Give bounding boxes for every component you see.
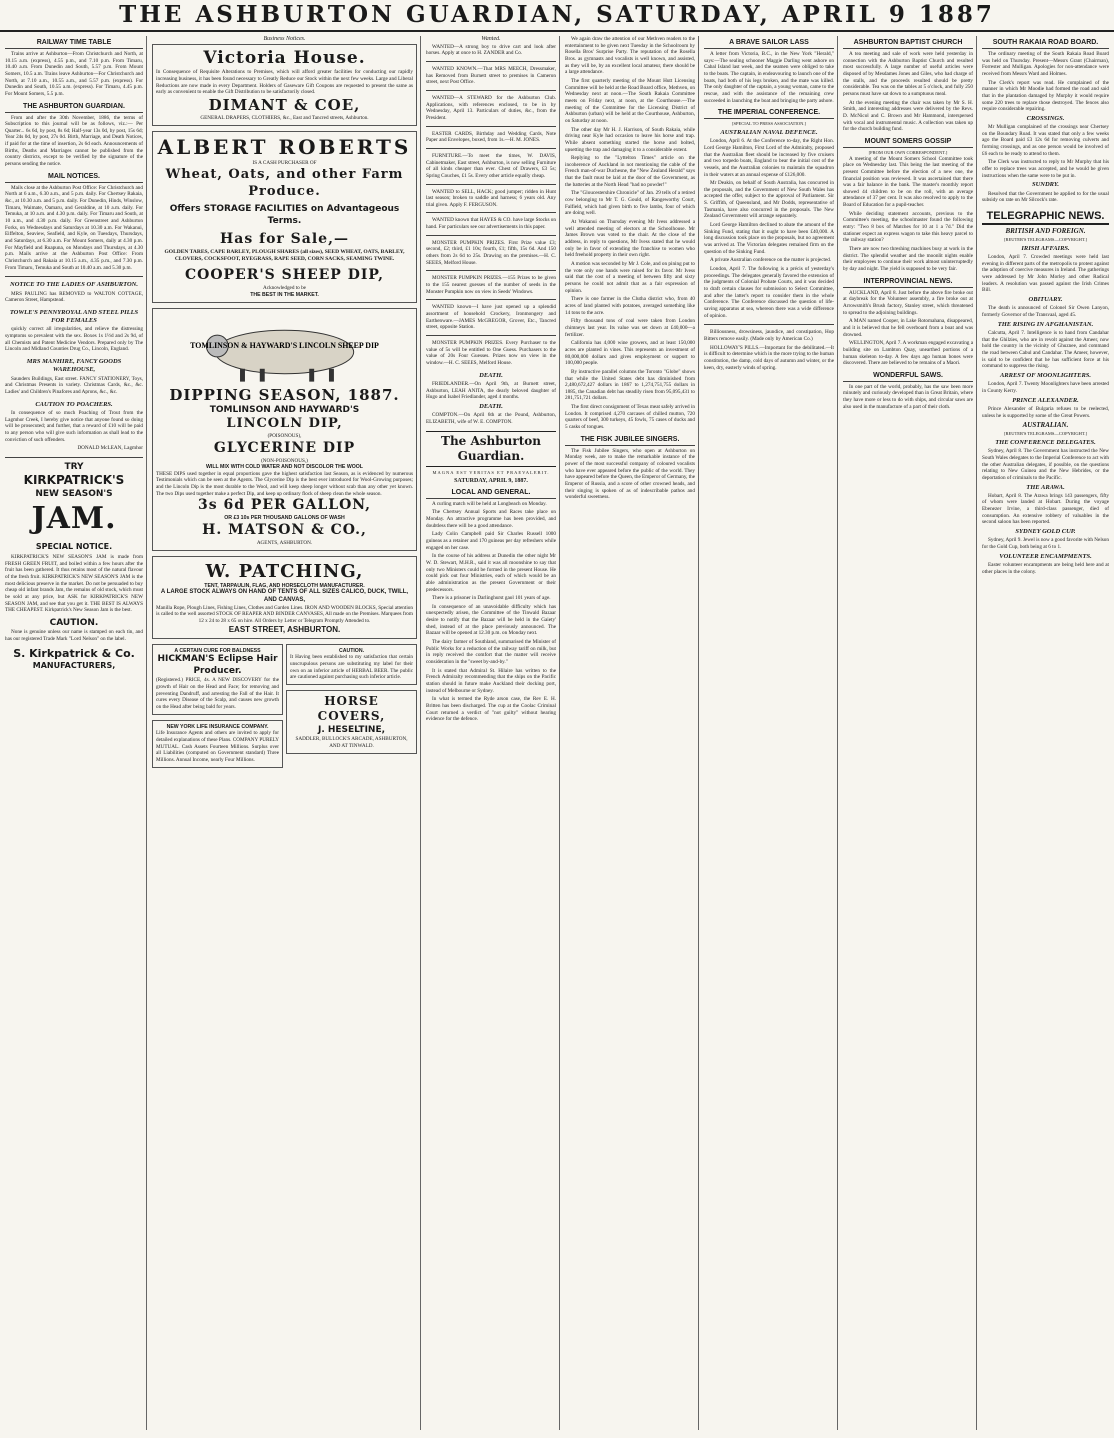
newspaper-title: THE ASHBURTON GUARDIAN, SATURDAY, APRIL 9 1887 xyxy=(119,1,995,29)
notice-ladies: NOTICE TO THE LADIES OF ASHBURTON. MRS PAULING has REMOVED to WALTON COTTAGE, Cameron Street, Hampstead. xyxy=(5,281,143,304)
dateline: SATURDAY, APRIL 9, 1887. xyxy=(454,478,528,485)
small-ads: Billiousness, drowsiness, jaundice, and constipation, Hop Bitters remove easily. (Made only by American Co.) HOLLOWAY'S PILLS.—Important for the debilitated.—It is difficult to determine which in the more trying to the human constitution, the damp, cold days of autumn and winter, or the keen, dry, easterly winds of spring. xyxy=(704,329,834,371)
albert-roberts-ad: ALBERT ROBERTS IS A CASH PURCHASER OF Wheat, Oats, and other Farm Produce. Offers STORAGE FACILITIES on Advantageous Terms. Has for Sale,— GOLDEN TARES, CAPE BARLEY, PLOUGH SHARES (all sizes), SEED WHEAT, OATS, BARLEY, CLOVERS, COCKSFOOT, RYEGRASS, RAPE SEED, CORN SACKS, SEAMING TWINE. COOPER'S SHEEP DIP, Acknowledged to be THE BEST IN THE MARKET. xyxy=(152,131,417,303)
column-4 xyxy=(562,36,699,1430)
masthead xyxy=(0,0,1114,32)
guardian-terms: THE ASHBURTON GUARDIAN. From and after the 30th November, 1886, the terms of Subscription to this journal will be as follows, viz.:— Per Quarter... 6s 6d, by post, 8s 6d; Half-year 13s 0d, by post, 15s 6d; Year 24s 0d, by post, 27s 0d. Birth, Marriage, and Death Notices, if paid for at the time of insertion, 2s 6d each. Announcements of Births, Deaths and Marriages cannot be published from the country districts, except to be verified by the signature of the persons sending the notice. xyxy=(5,102,143,168)
death-notices: DEATH. FRIEDLANDER.—On April 9th, at Burnett street, Ashburton, LEAH ANITA, the dearly beloved daughter of Hugo and Isabel Friedlander, aged 4 months. DEATH. COMPTON.—On April 6th at the Pound, Ashburton, ELIZABETH, wife of W. E. COMPTON. xyxy=(426,371,556,425)
local-continued: We again draw the attention of our Methven readers to the entertainment to be given next Tuesday in the Schoolroom by Rosella Bros' Surprise Party. The reputation of the Rosella Bros. as gymnasts and vocalists is well known, and assisted, as they will be, by an excellent local amateur, there should be a large attendance. The first quarterly meeting of the Mount Hutt Licensing Committee will be held at the Road Board office, Methven, on Wednesday next at noon.—The South Rakaia Committee meets on Friday next, at noon, at the Courthouse.—The meeting of the Committee for the Licensing District of Ashburton (urban) will be held at the Courthouse, Ashburton, on Saturday at noon. The other day Mr H. J. Harrison, of South Rakaia, while driving near Kyle had occasion to leave his horse and trap. While absent something started the horse and bolted, upsetting the trap and damaging it to a considerable extent. Replying to the "Lyttelton Times" article on the incoherence of Auckland in not mentioning the cable of the French man-of-war Duchesne, the "New Zealand Herald" says that the fault must be laid at the door of the Government, as the batteries at the North Head "had no powder!" The "Gloucestershire Chronicle" of Jan. 29 tells of a retired cow belonging to Mr T. G. Gould, of Rangeworthy Court, Falfield, which had given birth to five lambs, four of which are doing well. At Wakanui on Thursday evening Mr Ivess addressed a well attended meeting of electors at the Schoolhouse. Mr James Brown was voted to the chair. At the close of the address, in reply to questions, Mr Ivess stated that he would only be in favor of extending the franchise to women who held freehold property in their own right. A motion was seconded by Mr J. Cole, and on pining put to the vote only one hands were raised for its favor. Mr Ivess said that the cost of a meeting of between fifty and sixty persons he could not admit that as a fair expression of opinion. There is one farmer in the Clutha district who, from 40 acres of land planted with potatoes, averaged something like 14 tons to the acre. Fifty thousand tons of coal were taken from London chimneys last year. Its value was set down at £40,000—a fertilizer. California has 4,000 wine growers, and at least 150,000 acres are planted in vines. This represents an investment of 80,000,000 dollars and gives employment or support to 100,000 people. By instructive parallel columns the Toronto "Globe" shows that while the United States debt has diminished from 2,480,672,427 dollars in 1867 to 1,274,751,755 dollars in 1885, the Canadian debt has steadily risen from 95,095,431 to 281,751,721 dollars. The first direct consignment of Texas meat safely arrived in London. It comprised 4,270 carcases of chilled mutton, 720 quarters of beef, 300 turkeys, 45 fowls, 75 cases of ducks and 5 casks of tongues. xyxy=(565,36,695,431)
interprovincial-news: INTERPROVINCIAL NEWS. AUCKLAND, April 8. Just before the above fire broke out at daybreak for the Volunteer assembly, a fire broke out at Arrowsmith's Brush factory, Stanley street, which threatened to spread to the adjoining buildings. A MAN named Cooper, in Lake Rotomahana, disappeared, and it is believed that he fell overboard from a boat and was drowned. WELLINGTON, April 7. A workman engaged excavating a building site on Lambton Quay, unearthed portions of a human skeleton to-day. A few days ago human bones were discovered. There are believed to be remains of a Maori. xyxy=(843,277,973,367)
kirkpatrick-jam-ad: TRY KIRKPATRICK'S NEW SEASON'S JAM. SPECIAL NOTICE. KIRKPATRICK'S NEW SEASON'S JAM is made from FRESH GREEN FRUIT, and boiled within a few hours after the fruit has been gathered. It thus retains most of the natural flavour of the fresh fruit. KIRKPATRICK'S NEW SEASON'S JAM is the most delicious preserve in the market. Do not be persuaded to buy cheap old infant brands Jam, the remains of old stock, which must be sold at any price, but ASK for KIRKPATRICK'S NEW SEASON JAM, and see that you get it. THE BEST IS ALWAYS THE CHEAPEST. Kirkpatrick's New Season Jam is the best. CAUTION. None is genuine unless our name is stamped on each tin, and has our registered Trade Mark "Lord Nelson" on the label. S. Kirkpatrick & Co. MANUFACTURERS, xyxy=(5,461,143,670)
column-1 xyxy=(2,36,147,1430)
sheep-dip-ad: TOMLINSON & HAYWARD'S LINCOLN SHEEP DIP DIPPING SEASON, 1887. TOMLINSON AND HAYWARD'S LINCOLN DIP, (POISONOUS), GLYCERINE DIP (NON-POISONOUS,) WILL MIX WITH COLD WATER AND NOT DISCOLOR THE WOOL THESE DIPS used together in equal proportions gave the highest satisfaction last Season, as is evidenced by numerous Testimonials which can be seen at the Agents. The Glycerine Dip is the best ever introduced for Wool-Growing purposes; and the Lincoln Dip is the most durable to the Wool, and will keep sheep longer without scab than any other yet known. The two Dips used together make a perfect Dip, and keep up ordinary flock of sheep clean the whole season. 3s 6d PER GALLON, OR £3 10s PER THOUSAND GALLONS OF WASH H. MATSON & CO., AGENTS, ASHBURTON. xyxy=(152,308,417,551)
railway-timetable: RAILWAY TIME TABLE Trains arrive at Ashburton—From Christchurch and North, at 10.15 a.m. (express), 4.55 p.m., and 7.10 p.m. From Timaru, 10.40 a.m. From Dunedin and South, 5.57 p.m. From Mount Somers, 10.5 a.m. Trains leave Ashburton—For Christchurch and North, at 7.10 a.m., 10.55 a.m., and 5.57 p.m. (express). For Dunedin and South, 10.55 a.m. (express). For Timaru, 4.45 p.m. For Mount Somers, 5.5 p.m. xyxy=(5,39,143,97)
south-rakaia-road-board: SOUTH RAKAIA ROAD BOARD. The ordinary meeting of the South Rakaia Road Board was held on Thursday. Present—Messrs Grant (Chairman), Forrester and Mulligan. Apologies for non-attendance were received from Messrs Ward and Holmes. The Clerk's report was read. He complained of the manner in which Mr Moodie had formed the road and said that in the plantation damaged by Murphy it would require some 220 trees to replace those destroyed. The fences also require considerable repairing. CROSSINGS. Mr Mulligan complained of the crossings near Chertsey on the Boundary Road. It was stated that only a few weeks ago the Board paid £3 12s 6d for removing culverts and forming crossings, and as one person would be involved of £6 each to be ready to attend to them. The Clerk was instructed to reply to Mr Murphy that his offer to replace trees was accepted, and he would be given instructions when the same were to be put in. SUNDRY. Resolved that the Government be applied to for the usual subsidy on rate on Mr Silcock's rate. xyxy=(982,39,1109,204)
patching-ad: W. PATCHING, TENT, TARPAULIN, FLAG, AND HORSECLOTH MANUFACTURER. A LARGE STOCK ALWAYS ON HAND OF TENTS OF ALL SIZES CALICO, DUCK, TWILL, AND CANVAS, Manilla Rope, Plough Lines, Fishing Lines, Clothes and Garden Lines. IRON AND WOODEN BLOCKS, Special attention is called to the well assorted STOCK OF REAPER AND BINDER CANVASES, All made on the Premises. Marquees from 12 x 24 to 28 x 65 on hire. All Orders by Letter or Telegram Promptly Attended to. EAST STREET, ASHBURTON. xyxy=(152,556,417,639)
guardian-nameplate: The Ashburton Guardian. xyxy=(426,431,556,468)
column-7 xyxy=(979,36,1112,1430)
poachers-notice: CAUTION TO POACHERS. In consequence of so much Poaching of Trout from the Lagmhor Creek, I hereby give notice that anyone found so doing will be prosecuted; and further, that a reward of £10 will be paid to any person who will give such information as shall lead to the conviction of such offenders. DONALD McLEAN, Lagmhor xyxy=(5,400,143,452)
column-5 xyxy=(701,36,838,1430)
sheep-label: TOMLINSON & HAYWARD'S LINCOLN SHEEP DIP xyxy=(190,340,379,350)
manhire-ad: MRS MANHIRE, FANCY GOODS WAREHOUSE, Saunders Buildings, East street. FANCY STATIONERY, Toys, and Christmas Presents in variety. Christmas Cards, &c., &c. Ladies' and Children's Pinafores and Aprons, &c., &c. xyxy=(5,358,143,396)
column-3: Wanted. WANTED—A strong boy to drive cart and look after horses. Apply at once to H. ZANDER and Co. WANTED KNOWN.—That MRS MEECH, Dressmaker, has Removed from Burnett street to premises in Cameron street, next Post Office. WANTED—A STEWARD for the Ashburton Club. Applications, with references enclosed, to be in by Wednesday, April 13. Particulars of duties, &c., from the President. EASTER CARDS, Birthday and Wedding Cards, Note Paper and Envelopes, boxed, from 1s.—H. M. JONES. FURNITURE.—To meet the times, W. DAVIS, Cabinetmaker, East street, Ashburton, is now selling Furniture of all kinds cheaper than ever. Chest of Drawers, £3 5s; Spring Couches, £1 5s. Every other article equally cheap. WANTED to SELL, HACK; good jumper; ridden in Hunt last season; broken to saddle and harness; 6 years old. Any trial given. Apply F. FERGUSON. WANTED known that HAYES & CO. have large Stocks on hand. For particulars see our advertisements in this paper. MONSTER PUMPKIN PRIZES. First Prize value £3; second, £2; third, £1 10s; fourth, £1; fifth, 15s 6d. And 150 others from 2s 6d to 25s. Drawing on the premises.—H. C. SEEES, Melford House. MONSTER PUMPKIN PRIZES.—155 Prizes to be given to the 155 nearest guesses of the number of seeds in the Monster Pumpkin now on view in Seeds' Windows. WANTED known—I have just opened up a splendid assortment of household Crockery, Ironmongery and Earthenware.—JAMES McGREGOR, Grover, Etc., Tancred street, opposite Station. MONSTER PUMPKIN PRIZES. Every Purchaser to the value of 5s will be entitled to One Guess. Purchasers to the value of 20s Four Guesses. Prizes now on view in the window.—H. C. SEEES, Melford House. DEATH. FRIEDLANDER.—On April 9th, at Burnett street, Ashburton, LEAH ANITA, the dearly beloved daughter of Hugo and Isabel Friedlander, aged 4 months. DEATH. COMPTON.—On April 6th at the Pound, Ashburton, ELIZABETH, wife of W. E. COMPTON. The Ashburton Guardian. MAGNA EST VERITAS ET PRAEVALEBIT. SATURDAY, APRIL 9, 1887. LOCAL AND GENERAL. A curling match will be held at Longbeach on Monday. The Chertsey Annual Sports and Races take place on Monday. An attractive programme has been provided, and doubtless there will be a good attendance. Lady Colin Campbell paid Sir Charles Russell 1000 guineas as a retainer and 170 guineas per day refreshers while engaged on her case. In the course of his address at Dunedin the other night Mr W. D. Stewart, M.H.R., said it was all moonshine to say that only two Ministers could be formed in the present House. He could pick out four Ministries, each of which would be an able administration as the present Government or their predecessors. There is a prisoner in Darlinghurst gaol 101 years of age. In consequence of an unavoidable difficulty which has unexpectedly arisen, the Committee of the Tinwald Bazaar desire to notify that the Bazaar will be held in the Gaiety' shed, instead of at the place previously announced. The Bazaar will be opened at 12.30 p.m. on Monday next. The dairy farmer of Southland, summarised the Minister of Public Works for a reduction of the railway tariff on milk, but in reply received the comfort that the matter will receive consideration in the "sweet by-and-by." It is stated that Admiral St. Hilaire has written to the French Admiralty recommending that the ships on the Pacific station should in future make Auckland their docking port, instead of Melbourne or Sydney. In what is termed the Ryde arson case, the Rev E. H. Britten has been discharged. The cup at the Coolac Criminal Court returned a verdict of "not guilty" without hearing evidence for the defence. xyxy=(423,36,560,1430)
telegraphic-news: TELEGRAPHIC NEWS. BRITISH AND FOREIGN. [REUTER'S TELEGRAMS—COPYRIGHT.] IRISH AFFAIRS. London, April 7. Crowded meetings were held last evening in different parts of the metropolis to protest against the adoption of coercive measures in Ireland. The gatherings were addressed by Mr John Morley and other Radical leaders. A resolution was passed against the Irish Crimes Bill. OBITUARY. The death is announced of Colonel Sir Owen Lanyon, formerly Governor of the Transvaal, aged 45. THE RISING IN AFGHANISTAN. Calcutta, April 7. Intelligence is to hand from Candahar that the Ghilzies, who are in revolt against the Ameer, now hold the country in the vicinity of Ghuznee, and command the road between Cabul and Candahar. The Ameer, however, is said to be confident that he has sufficient force at his command to suppress the rising. ARREST OF MOONLIGHTERS. London, April 7. Twenty Moonlighters have been arrested in County Kerry. PRINCE ALEXANDER. Prince Alexander of Bulgaria refuses to be reelected, unless he is supported by some of the Great Powers. AUSTRALIAN. [REUTER'S TELEGRAMS—COPYRIGHT.] THE CONFERENCE DELEGATES. Sydney, April 8. The Government has instructed the New South Wales delegates to the Imperial Conference to act with the other Australian delegates, if possible, on the questions relating to New Guinea and the New Hebrides, or the deportation of criminals to the Pacific. THE ARAWA. Hobart, April 8. The Arawa brings 143 passengers, fifty of whom were landed at Hobart. During the voyage Ebenezer Irvine, a third-class passenger, died of consumption. An extensive robbery of valuables in the second saloon has been reported. SYDNEY GOLD CUP. Sydney, April 9. Jewel is now a good favorite with Nelson for the Gold Cup, both being at 6 to 1. VOLUNTEER ENCAMPMENTS. Easter volunteer encampments are being held here and at other places in the colony. xyxy=(982,210,1109,575)
victoria-house-ad: Victoria House. In Consequence of Requisite Alterations to Premises, which will afford greater facilities for conducting our rapidly increasing business, it has been found necessary to Greatly Reduce our Stock within the next few weeks. Large and Liberal Reductions are now made in every Department. Holders of Gaseware Gift Coupons are requested to present the same as early as convenient to enable the Gift Distribution to be satisfactorily closed. DIMANT & COE, GENERAL DRAPERS, CLOTHIERS, &c., East and Tancred streets, Ashburton. xyxy=(152,44,417,126)
wonderful-saws: WONDERFUL SAWS. In one part of the world, probably, has the saw been more minutely and curiously developed than in Great Britain, where they have more or less to do with ships, and circular saws are also used in the manufacture of a part of their cloth. xyxy=(843,371,973,410)
wanted-ads: WANTED—A strong boy to drive cart and look after horses. Apply at once to H. ZANDER and Co. WANTED KNOWN.—That MRS MEECH, Dressmaker, has Removed from Burnett street to premises in Cameron street, next Post Office. WANTED—A STEWARD for the Ashburton Club. Applications, with references enclosed, to be in by Wednesday, April 13. Particulars of duties, &c., from the President. EASTER CARDS, Birthday and Wedding Cards, Note Paper and Envelopes, boxed, from 1s.—H. M. JONES. FURNITURE.—To meet the times, W. DAVIS, Cabinetmaker, East street, Ashburton, is now selling Furniture of all kinds cheaper than ever. Chest of Drawers, £3 5s; Spring Couches, £1 5s. Every other article equally cheap. WANTED to SELL, HACK; good jumper; ridden in Hunt last season; broken to saddle and harness; 6 years old. Any trial given. Apply F. FERGUSON. WANTED known that HAYES & CO. have large Stocks on hand. For particulars see our advertisements in this paper. MONSTER PUMPKIN PRIZES. First Prize value £3; second, £2; third, £1 10s; fourth, £1; fifth, 15s 6d. And 150 others from 2s 6d to 25s. Drawing on the premises.—H. C. SEEES, Melford House. MONSTER PUMPKIN PRIZES.—155 Prizes to be given to the 155 nearest guesses of the number of seeds in the Monster Pumpkin now on view in Seeds' Windows. WANTED known—I have just opened up a splendid assortment of household Crockery, Ironmongery and Earthenware.—JAMES McGREGOR, Grover, Etc., Tancred street, opposite Station. MONSTER PUMPKIN PRIZES. Every Purchaser to the value of 5s will be entitled to One Guess. Purchasers to the value of 20s Four Guesses. Prizes now on view in the window.—H. C. SEEES, Melford House. xyxy=(426,43,556,366)
fisk-jubilee: THE FISK JUBILEE SINGERS. The Fisk Jubilee Singers, who open at Ashburton on Monday week, are to make the remarkable instance of the power of the most successful company of coloured vocalists who have ever appeared before the public of the world. They have appeared before the Queen, the Emperor of Germany, the Emperor of Russia, and a score of other crowned heads, and their singing is spoken of as of indescribable pathos and wonderful sweetness. xyxy=(565,435,696,501)
heseltine-ad: HORSE COVERS, J. HESELTINE, SADDLER, BULLOCK'S ARCADE, ASHBURTON, AND AT TINWALD. xyxy=(286,690,417,754)
local-general: LOCAL AND GENERAL. A curling match will be held at Longbeach on Monday. The Chertsey Annual Sports and Races take place on Monday. An attractive programme has been provided, and doubtless there will be a good attendance. Lady Colin Campbell paid Sir Charles Russell 1000 guineas as a retainer and 170 guineas per day refreshers while engaged on her case. In the course of his address at Dunedin the other night Mr W. D. Stewart, M.H.R., said it was all moonshine to say that only two Ministers could be formed in the present House. He could pick out four Ministries, each of which would be an able administration as the present Government or their predecessors. There is a prisoner in Darlinghurst gaol 101 years of age. In consequence of an unavoidable difficulty which has unexpectedly arisen, the Committee of the Tinwald Bazaar desire to notify that the Bazaar will be held in the Gaiety' shed, instead of at the place previously announced. The Bazaar will be opened at 12.30 p.m. on Monday next. The dairy farmer of Southland, summarised the Minister of Public Works for a reduction of the railway tariff on milk, but in reply received the comfort that the matter will receive consideration in the "sweet by-and-by." It is stated that Admiral St. Hilaire has written to the French Admiralty recommending that the ships on the Pacific station should in future make Auckland their docking port, instead of Melbourne or Sydney. In what is termed the Ryde arson case, the Rev E. H. Britten has been discharged. The cup at the Coolac Criminal Court returned a verdict of "not guilty" without hearing evidence for the defence. xyxy=(426,488,556,723)
column-2: Business Notices. Victoria House. In Consequence of Requisite Alterations to Premises, which will afford greater facilities for conducting our rapidly increasing business, it has been found necessary to Greatly Reduce our Stock within the next few weeks. Large and Liberal Reductions are now made in every Department. Holders of Gaseware Gift Coupons are requested to present the same as early as convenient to enable the Gift Distribution to be satisfactorily closed. DIMANT & COE, GENERAL DRAPERS, CLOTHIERS, &c., East and Tancred streets, Ashburton. ALBERT ROBERTS IS A CASH PURCHASER OF Wheat, Oats, and other Farm Produce. Offers STORAGE FACILITIES on Advantageous Terms. Has for Sale,— GOLDEN TARES, CAPE BARLEY, PLOUGH SHARES (all sizes), SEED WHEAT, OATS, BARLEY, CLOVERS, COCKSFOOT, RYEGRASS, RAPE SEED, CORN SACKS, SEAMING TWINE. COOPER'S SHEEP DIP, Acknowledged to be THE BEST IN THE MARKET. TOMLINSON & HAYWARD'S LINCOLN SHEEP DIP DIPPING SEASON, 1887. TOMLINSON AND HAYWARD'S LINCOLN DIP, (POISONOUS), GLYCERINE DIP (NON-POISONOUS,) WILL MIX WITH COLD WATER AND NOT DISCOLOR THE WOOL THESE DIPS used together in equal proportions gave the highest satisfaction last Season, as is evidenced by numerous Testimonials which can be seen at the Agents. The Glycerine Dip is the best ever introduced for Wool-Growing purposes; and the Lincoln Dip is the most durable to the Wool, and will keep sheep longer without scab than any other yet known. The two Dips used together make a perfect Dip, and keep up ordinary flock of sheep clean the whole season. 3s 6d PER GALLON, OR £3 10s PER THOUSAND GALLONS OF WASH H. MATSON & CO., AGENTS, ASHBURTON. W. PATCHING, TENT, TARPAULIN, FLAG, AND HORSECLOTH MANUFACTURER. A LARGE STOCK ALWAYS ON HAND OF TENTS OF ALL SIZES CALICO, DUCK, TWILL, AND CANVAS, Manilla Rope, Plough Lines, Fishing Lines, Clothes and Garden Lines. IRON AND WOODEN BLOCKS, Special attention is called to the well assorted STOCK OF REAPER AND BINDER CANVASES, All made on the Premises. Marquees from 12 x 24 to 28 x 65 on hire. All Orders by Letter or Telegram Promptly Attended to. EAST STREET, ASHBURTON. A CERTAIN CURE FOR BALDNESS HICKMAN'S Eclipse Hair Producer. (Registered.) PRICE, 4s. A NEW DISCOVERY for the growth of Hair on the Head and Face; for removing and preventing Dandruff, and arresting the Fall of the Hair. It cures every Disease of the Scalp, and causes new growth on the Head after being bald for years. NEW YORK LIFE INSURANCE COMPANY. Life Insurance Agents and others are invited to apply for detailed explanations of these Plans. COMPANY PURELY MUTUAL. Cash Assets Fourteen Millions. Surplus over all Liabilities (computed on Government standard) Three Millions. Annual Income, nearly Four Millions. CAUTION. It Having been established to my satisfaction that certain unscrupulous persons are substituting my label for their own on an inferior article of HERBAL BEER. The public are cautioned against purchasing such inferior article. HORSE COVERS, J. HESELTINE, SADDLER, BULLOCK'S ARCADE, ASHBURTON, AND AT TINWALD. xyxy=(149,36,421,1430)
mount-somers-gossip: MOUNT SOMERS GOSSIP [FROM OUR OWN CORRESPONDENT.] A meeting of the Mount Somers School Committee took place on Wednesday last. This being the last meeting of the present Committee before the election of a new one, the financial position was reviewed. It was ascertained that there was a fair balance in the bank. The master's monthly report showed 44 children to be on the roll, with an average attendance of 37 per cent. It was also resolved to apply to the Board of Education for a pupil-teacher. While deciding statement accounts, previous to the Committee's meeting, the schoolmaster found the following entry: "Two 8 box of Matches for 10 at 1 a 7d." Did the stationer expect an express wagon to take this heavy parcel to the railway station? There are now two threshing machines busy at work in the district. The splendid weather and the moonlit nights enable their employees to continue their work almost uninterruptedly by day and night. The yield is supposed to be very fair. xyxy=(843,137,973,273)
herbal-beer-caution: CAUTION. It Having been established to my satisfaction that certain unscrupulous persons are substituting my label for their own on an inferior article of HERBAL BEER. The public are cautioned against purchasing such inferior article. xyxy=(286,644,417,685)
hickman-ad: A CERTAIN CURE FOR BALDNESS HICKMAN'S Eclipse Hair Producer. (Registered.) PRICE, 4s. A NEW DISCOVERY for the growth of Hair on the Head and Face; for removing and preventing Dandruff, and arresting the Fall of the Hair. It cures every Disease of the Scalp, and causes new growth on the Head after being bald for years. xyxy=(152,644,283,715)
newyork-life-ad: NEW YORK LIFE INSURANCE COMPANY. Life Insurance Agents and others are invited to apply for detailed explanations of these Plans. COMPANY PURELY MUTUAL. Cash Assets Fourteen Millions. Surplus over all Liabilities (computed on Government standard) Three Millions. Annual Income, nearly Four Millions. xyxy=(152,720,283,768)
bottom-ads xyxy=(152,644,417,773)
imperial-conference: THE IMPERIAL CONFERENCE. [SPECIAL TO PRESS ASSOCIATION.] AUSTRALIAN NAVAL DEFENCE. London, April 6. At the Conference to-day, the Right Hon. Lord George Hamilton, First Lord of the Admiralty, proposed that the Australian fleet should be increased by five cruisers and two torpedo boats, England to bear the initial cost of the vessels, and the Australian colonies to maintain the squadron in their waters at an annual expense of £126,000. Mr Deakin, on behalf of South Australia, has concurred in the proposals, and the Government of New South Wales has accepted the offer, subject to the approval of Parliament. Sir S. Griffith, of Queensland, and Mr Dodds, representative of Tasmania, have also concurred in the proposals. The New Zealand Government will arrange separately. Lord George Hamilton declined to abate the amount of the Sinking Fund, stating that it ought to have been £40,000. A long discussion took place on the proposals, but no agreement was arrived at. The Victorian delegates remained firm on the question of the Sinking Fund. A private Australian conference on the matter is projected. London, April 7. The following is a précis of yesterday's proceedings. The delegates generally favored the extension of the judgments of Colonial Probate Courts, and it was decided to draft certain clauses for submission to Select Committee, and after the latter's report to consider them in the whole Conference. The Conference discussed the question of life-saving apparatus at sea, whereon there was a wide difference of opinion. xyxy=(704,109,834,319)
towle-pills-ad: TOWLE'S PENNYROYAL AND STEEL PILLS FOR FEMALES quickly correct all irregularities, and relieve the distressing symptoms so prevalent with the sex. Boxes 1s 1½d and 2s 9d, of all Chemists and Patent Medicine Vendors. Prepared only by The Lincoln and Midland Counties Drug Co., Lincoln, England. xyxy=(5,308,143,353)
brave-sailor-lass: A BRAVE SAILOR LASS A letter from Victoria, B.C., in the New York "Herald," says:—The sealing schooner Maggie Darling went ashore on Cabal Island last week, and the seamen were obliged to take to the boats. The captain, in endeavouring to launch one of the boats, had both of his legs broken, and the mate was killed. The only daughter of the captain, a young woman, came to the rescue, and with the assistance of the remaining crew succeeded in launching the boat and bringing the party ashore. xyxy=(704,39,834,104)
column-6 xyxy=(840,36,977,1430)
mail-notices: MAIL NOTICES. Mails close at the Ashburton Post Office: For Christchurch and North at 6 a.m., 6.30 a.m., and 5 p.m. daily. For Chertsey Rakaia, &c., at 10.30 a.m. and 5 p.m. daily. For Dunedin, Hinds, Winslow, Timaru, Waimate, Oamaru, and Geraldine, at 10 a.m. daily. For Temuka, at 10 a.m. and 4.30 p.m. daily. For Timaru and South, at 10 a.m., and 4.30 p.m. daily. For Greenstreet and Ashburton Forks, on Wednesdays and Saturdays at 10.30 a.m. For Wakanui, Eiffelton, Seaview, Seafield, and Kyle, on Tuesdays, Thursdays, and Saturdays, at 6.30 a.m. For Mount Somers, daily at 4.30 p.m. For Mayfield and Ruapuna, on Mondays and Thursdays, at 4.30 p.m. Mails arrive at the Ashburton Post Office: From Christchurch and Rakaia at 10.15 a.m., 4.35 p.m., and 7.30 p.m. From Timaru, Temuka and South at 10.40 a.m. and 5.30 p.m. xyxy=(5,172,143,271)
sheep-illustration xyxy=(156,314,413,384)
baptist-church: ASHBURTON BAPTIST CHURCH A tea meeting and sale of work were held yesterday in connection with the Ashburton Baptist Church and resulted most successfully. A large number of useful articles were disposed of by Mesdames Jones and Giles, who had charge of the stalls, and the proceeds resulted should be pretty considerable. Tea was on the tables at 5 o'clock, and fully 250 persons must have sat down to a sumptuous meal. At the evening meeting the chair was taken by Mr S. H. Smith, and interesting addresses were delivered by the Revs. D. McNicol and C. Brown and Mr Hammond, interspersed with vocal and instrumental music. A collection was taken up for the church building fund. xyxy=(843,39,973,133)
